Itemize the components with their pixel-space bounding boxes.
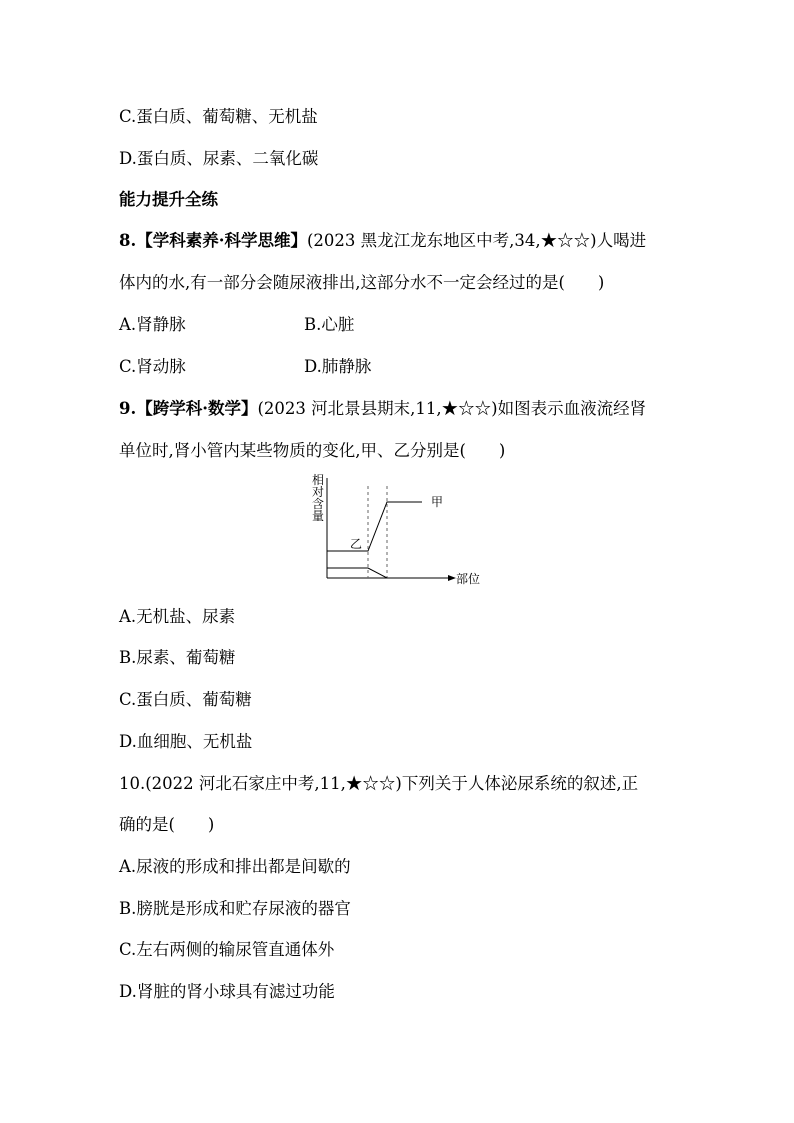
y-label-char-3: 含	[312, 497, 325, 511]
q9-tag: 【跨学科·数学】	[136, 399, 258, 418]
q8-stem-1: 人喝进	[596, 231, 647, 250]
series-yi-label: 乙	[350, 537, 363, 551]
q10-option-d: D.肾脏的肾小球具有滤过功能	[119, 982, 335, 1001]
q9-stem-1: 如图表示血液流经肾	[497, 399, 647, 418]
series-jia-line	[327, 502, 422, 551]
section-title: 能力提升全练	[119, 190, 218, 209]
q10-option-b: B.膀胱是形成和贮存尿液的器官	[119, 899, 351, 918]
q9-line-2: 单位时,肾小管内某些物质的变化,甲、乙分别是( )	[119, 441, 506, 460]
q10-line-2: 确的是( )	[119, 815, 215, 834]
series-jia-label: 甲	[431, 495, 444, 509]
q10-option-c: C.左右两侧的输尿管直通体外	[119, 940, 335, 959]
q9-number: 9.	[119, 399, 137, 418]
q9-line-1	[119, 398, 646, 420]
q8-line-2: 体内的水,有一部分会随尿液排出,这部分水不一定会经过的是( )	[119, 273, 605, 292]
prev-option-c: C.蛋白质、葡萄糖、无机盐	[119, 107, 318, 126]
y-label-char-2: 对	[312, 485, 325, 499]
q8-option-a: A.肾静脉	[119, 315, 186, 334]
prev-option-d: D.蛋白质、尿素、二氧化碳	[119, 149, 319, 168]
q8-number: 8.	[119, 231, 137, 250]
q8-option-c: C.肾动脉	[119, 357, 186, 376]
q9-option-b: B.尿素、葡萄糖	[119, 648, 236, 667]
x-axis-label: 部位	[456, 572, 481, 586]
q9-graph	[300, 470, 500, 590]
q10-option-a: A.尿液的形成和排出都是间歇的	[119, 857, 351, 876]
q8-option-b: B.心脏	[304, 315, 355, 334]
q9-source: (2023 河北景县期末,11,★☆☆)	[257, 399, 498, 418]
q9-option-a: A.无机盐、尿素	[119, 607, 236, 626]
y-label-char-4: 量	[312, 509, 325, 523]
q9-option-c: C.蛋白质、葡萄糖	[119, 690, 252, 709]
q8-tag: 【学科素养·科学思维】	[136, 231, 307, 250]
q10-line-1: 10.(2022 河北石家庄中考,11,★☆☆)下列关于人体泌尿系统的叙述,正	[119, 774, 639, 793]
q8-option-d: D.肺静脉	[304, 357, 372, 376]
x-axis-arrow	[448, 575, 456, 581]
y-label-char-1: 相	[312, 473, 325, 487]
q8-line-1	[119, 230, 646, 252]
q9-option-d: D.血细胞、无机盐	[119, 732, 253, 751]
q8-source: (2023 黑龙江龙东地区中考,34,★☆☆)	[306, 231, 597, 250]
